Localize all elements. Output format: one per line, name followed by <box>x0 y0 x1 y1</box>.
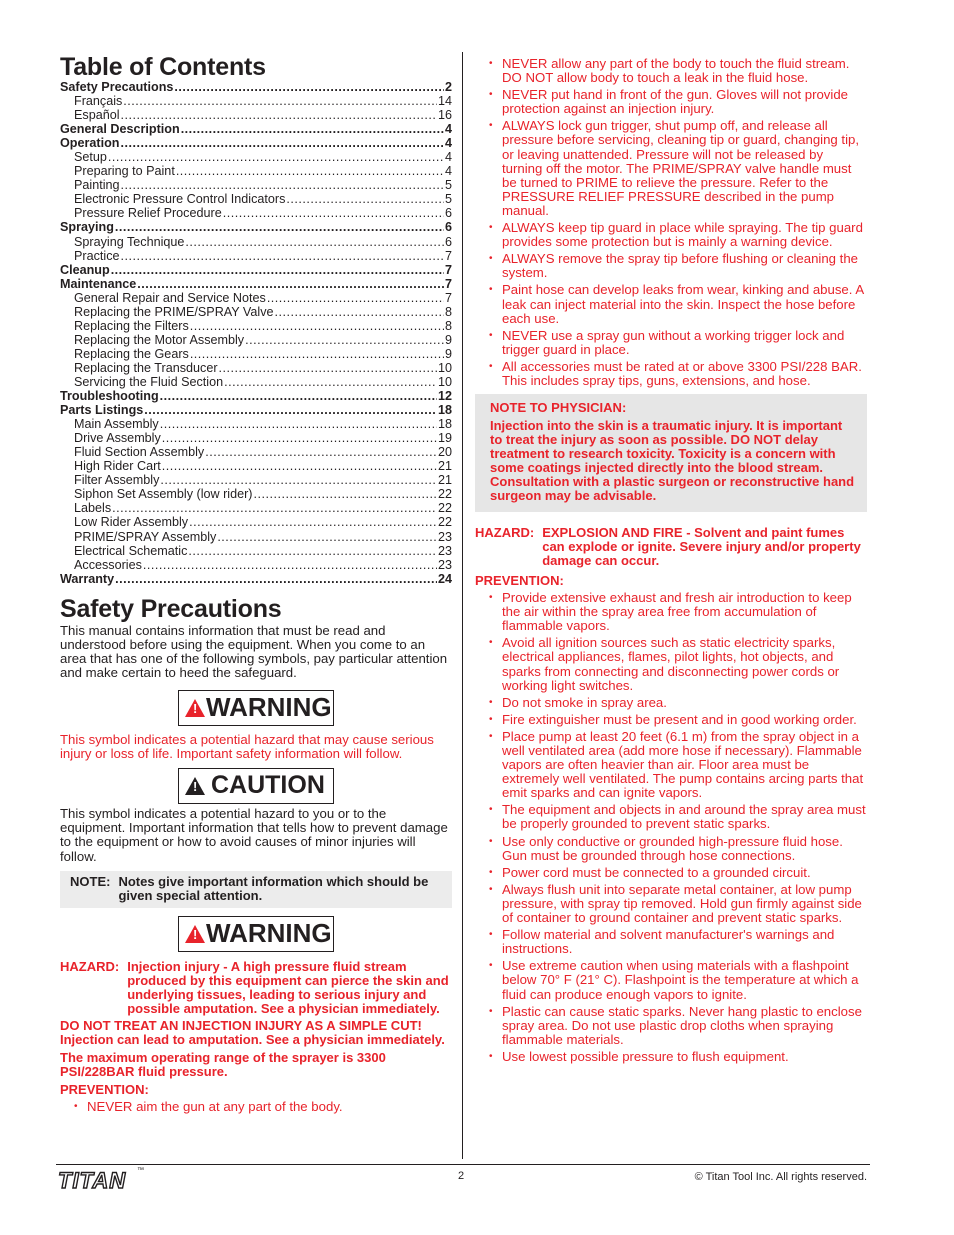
left-column <box>60 52 452 1117</box>
list-item: • Provide extensive exhaust and fresh air introduction to keep the air within the spray area free from accumulation of flammable vapors. <box>475 591 867 633</box>
toc-leader-dots <box>181 122 444 136</box>
toc-leader-dots <box>275 305 444 319</box>
toc-leader-dots <box>217 530 437 544</box>
trademark-symbol: ™ <box>137 1167 144 1174</box>
toc-leader-dots <box>205 445 437 459</box>
toc-leader-dots <box>143 558 437 572</box>
toc-entry-page: 23 <box>437 557 452 572</box>
toc-entry <box>60 122 452 136</box>
toc-entry <box>60 319 452 333</box>
toc-leader-dots <box>121 108 437 122</box>
warning-sign <box>178 690 334 726</box>
toc-entry-page: 7 <box>444 248 452 263</box>
toc-entry <box>60 572 452 586</box>
hazard-label: HAZARD: <box>475 525 535 541</box>
toc-entry <box>60 150 452 164</box>
toc-entry-label: Safety Precautions <box>60 80 174 94</box>
toc-entry-page: 4 <box>444 164 452 179</box>
toc-entry <box>60 277 452 291</box>
toc-entry-label: Replacing the Motor Assembly <box>74 332 245 347</box>
safety-title: Safety Precautions <box>60 594 282 623</box>
toc-entry-page: 10 <box>437 360 452 375</box>
toc-leader-dots <box>121 249 444 263</box>
list-item: • Power cord must be connected to a grounded circuit. <box>475 866 867 880</box>
toc-leader-dots <box>190 347 444 361</box>
toc-entry-page: 9 <box>444 332 452 347</box>
toc-leader-dots <box>121 178 444 192</box>
caution-label: CAUTION <box>211 771 325 800</box>
toc-entry-label: General Description <box>60 122 180 137</box>
column-divider <box>462 52 463 1159</box>
toc-entry-page: 21 <box>437 473 452 488</box>
toc-entry-label: Spraying <box>60 220 114 235</box>
toc-entry-page: 20 <box>437 445 452 460</box>
list-item: • ALWAYS keep tip guard in place while spraying. The tip guard provides some protection but is mainly a warning device. <box>475 221 867 249</box>
toc-entry-label: Accessories <box>74 557 142 572</box>
warning-description: This symbol indicates a potential hazard that may cause serious injury or loss of life. Important safety information will follow. <box>60 731 434 761</box>
prevention-label: PREVENTION: <box>60 1081 149 1097</box>
toc-entry-page: 12 <box>437 389 452 404</box>
toc-entry-page: 4 <box>444 150 452 165</box>
toc-entry-label: Electrical Schematic <box>74 543 188 558</box>
list-item: • Use only conductive or grounded high-pressure fluid hose. Gun must be grounded through hose connections. <box>475 835 867 863</box>
toc-entry <box>60 445 452 459</box>
caution-description: This symbol indicates a potential hazard to you or to the equipment. Important information that tells how to prevent damage to the equipment or how to avoid causes of minor injuries will follow. <box>60 805 448 864</box>
toc-entry <box>60 206 452 220</box>
note-text: Notes give important information which should be given special attention. <box>118 873 429 903</box>
toc-entry <box>60 431 452 445</box>
note-label: NOTE: <box>70 873 111 889</box>
toc-leader-dots <box>144 403 437 417</box>
hazard-text: Injection injury - A high pressure fluid stream produced by this equipment can pierce the skin and underlying tissues, leading to serious injury and possible amputation. See a physician immediately. <box>127 958 449 1016</box>
toc-entry-page: 24 <box>437 571 452 586</box>
right-column <box>475 57 867 1067</box>
toc-leader-dots <box>160 389 437 403</box>
toc-entry-page: 23 <box>437 543 452 558</box>
list-item: • NEVER use a spray gun without a working trigger lock and trigger guard in place. <box>475 329 867 357</box>
toc-entry <box>60 347 452 361</box>
toc-entry <box>60 558 452 572</box>
toc-entry <box>60 544 452 558</box>
toc-leader-dots <box>160 473 437 487</box>
physician-title: NOTE TO PHYSICIAN: <box>490 400 627 416</box>
list-item: • Place pump at least 20 feet (6.1 m) from the spray object in a well ventilated area (add more hose if necessary). Flammable vapors are often heavier than air. Floor area must be extremely well ventilated. The pump contains arcing parts that emit sparks and can ignite vapors. <box>475 730 867 800</box>
toc-entry-label: Spraying Technique <box>74 234 185 249</box>
list-item: • NEVER put hand in front of the gun. Gloves will not provide protection against an injection injury. <box>475 88 867 116</box>
toc-leader-dots <box>188 544 437 558</box>
toc-entry <box>60 515 452 529</box>
toc-entry <box>60 417 452 431</box>
hazard-text: EXPLOSION AND FIRE - Solvent and paint fumes can explode or ignite. Severe injury and/or property damage can occur. <box>542 525 861 569</box>
toc-entry-page: 22 <box>437 515 452 530</box>
toc-leader-dots <box>162 459 437 473</box>
toc-entry-page: 7 <box>444 276 452 291</box>
toc-leader-dots <box>176 164 444 178</box>
prevention-list-fire <box>475 591 867 1064</box>
toc-leader-dots <box>190 319 444 333</box>
list-item: • All accessories must be rated at or above 3300 PSI/228 BAR. This includes spray tips, guns, extensions, and hose. <box>475 360 867 388</box>
warning-sign-2 <box>178 916 334 952</box>
prevention-list-injection <box>475 57 867 388</box>
toc-entry-label: PRIME/SPRAY Assembly <box>74 529 217 544</box>
warning-icon <box>185 699 205 717</box>
toc-entry <box>60 235 452 249</box>
list-item: • NEVER allow any part of the body to touch the fluid stream. DO NOT allow body to touch a leak in the fluid hose. <box>475 57 867 85</box>
list-item: • Paint hose can develop leaks from wear, kinking and abuse. A leak can inject material into the skin. Inspect the hose before each use. <box>475 283 867 325</box>
toc-entry-page: 22 <box>437 501 452 516</box>
toc-entry-page: 7 <box>444 262 452 277</box>
toc-leader-dots <box>223 206 444 220</box>
toc-title: Table of Contents <box>60 53 266 81</box>
list-item: • Plastic can cause static sparks. Never hang plastic to enclose spray area. Do not use plastic drop cloths when spraying flammable materials. <box>475 1005 867 1047</box>
toc-entry-label: Maintenance <box>60 276 137 291</box>
toc-entry <box>60 403 452 417</box>
toc-leader-dots <box>219 361 437 375</box>
simple-cut-warning: DO NOT TREAT AN INJECTION INJURY AS A SIMPLE CUT! Injection can lead to amputation. See a physician immediately. <box>60 1017 445 1047</box>
toc-entry <box>60 389 452 403</box>
toc-leader-dots <box>174 80 444 94</box>
toc-entry <box>60 375 452 389</box>
toc-entry-page: 21 <box>437 459 452 474</box>
hazard-injection <box>60 960 452 1016</box>
toc-leader-dots <box>267 291 444 305</box>
list-item: • The equipment and objects in and around the spray area must be properly grounded to prevent static sparks. <box>475 803 867 831</box>
toc-entry-label: Labels <box>74 501 112 516</box>
max-pressure-note: The maximum operating range of the sprayer is 3300 PSI/228BAR fluid pressure. <box>60 1049 386 1079</box>
toc-leader-dots <box>123 94 437 108</box>
toc-entry <box>60 291 452 305</box>
toc-entry-label: Servicing the Fluid Section <box>74 374 224 389</box>
toc-entry-label: Replacing the Gears <box>74 346 189 361</box>
toc-entry-label: Replacing the Filters <box>74 318 189 333</box>
toc-list <box>60 80 452 586</box>
toc-entry-label: Español <box>74 108 120 123</box>
toc-entry-page: 18 <box>437 403 452 418</box>
toc-entry-page: 6 <box>444 206 452 221</box>
toc-leader-dots <box>108 150 444 164</box>
toc-entry-label: High Rider Cart <box>74 459 161 474</box>
toc-entry-page: 16 <box>437 108 452 123</box>
toc-entry <box>60 501 452 515</box>
toc-leader-dots <box>137 277 444 291</box>
page-number: 2 <box>458 1170 465 1182</box>
toc-entry-label: Drive Assembly <box>74 431 161 446</box>
caution-sign <box>178 768 334 804</box>
toc-leader-dots <box>189 515 437 529</box>
toc-entry <box>60 136 452 150</box>
toc-leader-dots <box>115 220 444 234</box>
toc-entry-label: Pressure Relief Procedure <box>74 206 222 221</box>
toc-entry-page: 2 <box>444 80 452 94</box>
toc-entry-label: Cleanup <box>60 262 110 277</box>
toc-leader-dots <box>115 572 437 586</box>
toc-leader-dots <box>253 487 437 501</box>
toc-entry-label: Filter Assembly <box>74 473 160 488</box>
toc-entry-label: Replacing the PRIME/SPRAY Valve <box>74 304 274 319</box>
toc-entry-page: 9 <box>444 346 452 361</box>
toc-entry-page: 4 <box>444 136 452 151</box>
toc-leader-dots <box>286 192 444 206</box>
toc-entry-page: 10 <box>437 374 452 389</box>
toc-entry <box>60 530 452 544</box>
toc-entry-label: Low Rider Assembly <box>74 515 189 530</box>
toc-entry <box>60 80 452 94</box>
toc-entry-page: 5 <box>444 192 452 207</box>
toc-entry <box>60 108 452 122</box>
toc-entry-page: 8 <box>444 304 452 319</box>
toc-entry <box>60 333 452 347</box>
toc-entry-page: 6 <box>444 220 452 235</box>
toc-leader-dots <box>120 136 444 150</box>
toc-leader-dots <box>160 417 437 431</box>
caution-icon <box>185 777 205 795</box>
toc-entry-label: Siphon Set Assembly (low rider) <box>74 487 253 502</box>
toc-leader-dots <box>245 333 444 347</box>
toc-entry-label: Preparing to Paint <box>74 164 175 179</box>
toc-entry-page: 6 <box>444 234 452 249</box>
toc-entry <box>60 459 452 473</box>
toc-entry-label: Français <box>74 94 123 109</box>
toc-entry <box>60 192 452 206</box>
toc-entry <box>60 220 452 234</box>
toc-entry-page: 19 <box>437 431 452 446</box>
warning-label: WARNING <box>206 692 332 722</box>
note-box <box>60 871 452 908</box>
list-item: • NEVER aim the gun at any part of the body. <box>60 1100 452 1114</box>
toc-entry <box>60 94 452 108</box>
toc-entry-label: Troubleshooting <box>60 389 159 404</box>
toc-entry-label: General Repair and Service Notes <box>74 290 266 305</box>
toc-leader-dots <box>162 431 437 445</box>
toc-entry-page: 18 <box>437 417 452 432</box>
list-item: • Use lowest possible pressure to flush equipment. <box>475 1050 867 1064</box>
list-item: • Avoid all ignition sources such as static electricity sparks, electrical appliances, flames, pilot lights, hot objects, and sparks from connecting and disconnecting power cords or working light switches. <box>475 636 867 692</box>
titan-logo: TITAN <box>58 1168 127 1193</box>
hazard-label: HAZARD: <box>60 958 120 974</box>
note-to-physician-box <box>475 394 867 512</box>
toc-entry <box>60 164 452 178</box>
list-item: • ALWAYS remove the spray tip before flushing or cleaning the system. <box>475 252 867 280</box>
list-item: • Always flush unit into separate metal container, at low pump pressure, with spray tip removed. Hold gun firmly against side of container to ground container and prevent static sparks. <box>475 883 867 925</box>
toc-entry-page: 4 <box>444 122 452 137</box>
prevention-list-left <box>60 1100 452 1114</box>
toc-entry-label: Parts Listings <box>60 403 144 418</box>
toc-leader-dots <box>185 235 444 249</box>
safety-intro: This manual contains information that must be read and understood before using the equipment. When you come to an area that has one of the following symbols, pay particular attention and make certain to heed the safeguard. <box>60 622 448 681</box>
toc-entry-label: Electronic Pressure Control Indicators <box>74 192 286 207</box>
toc-entry-page: 8 <box>444 318 452 333</box>
toc-entry-label: Practice <box>74 248 120 263</box>
warning-icon <box>185 925 205 943</box>
toc-entry-label: Painting <box>74 178 120 193</box>
list-item: • Follow material and solvent manufacturer's warnings and instructions. <box>475 928 867 956</box>
toc-entry <box>60 361 452 375</box>
toc-leader-dots <box>224 375 437 389</box>
list-item: • Use extreme caution when using materials with a flashpoint below 70° F (21° C). Flashpoint is the temperature at which a fluid can produce enough vapors to ignite. <box>475 959 867 1001</box>
toc-entry <box>60 487 452 501</box>
toc-entry <box>60 249 452 263</box>
toc-entry-label: Fluid Section Assembly <box>74 445 205 460</box>
toc-leader-dots <box>112 501 437 515</box>
toc-entry <box>60 305 452 319</box>
toc-entry <box>60 473 452 487</box>
toc-entry-label: Setup <box>74 150 107 165</box>
footer-rule <box>56 1164 870 1165</box>
list-item: • Do not smoke in spray area. <box>475 696 867 710</box>
toc-entry <box>60 263 452 277</box>
toc-entry-page: 23 <box>437 529 452 544</box>
toc-entry-page: 5 <box>444 178 452 193</box>
toc-entry-label: Warranty <box>60 571 115 586</box>
list-item: • ALWAYS lock gun trigger, shut pump off, and release all pressure before servicing, cleaning tip or guard, changing tip, or leaving unattended. Pressure will not be released by turning off the motor. The PRIME/SPRAY valve handle must be turned to PRIME to relieve the pressure. Refer to the PRESSURE RELIEF PRESSURE described in the pump manual. <box>475 119 867 218</box>
toc-entry-label: Main Assembly <box>74 417 159 432</box>
toc-entry-page: 7 <box>444 290 452 305</box>
warning-label-2: WARNING <box>206 918 332 949</box>
toc-entry-label: Operation <box>60 136 120 151</box>
list-item: • Fire extinguisher must be present and in good working order. <box>475 713 867 727</box>
physician-text: Injection into the skin is a traumatic injury. It is important to treat the injury as soon as possible. DO NOT delay treatment to research toxicity. Toxicity is a concern with some coatings injected directly into the blood stream. Consultation with a plastic surgeon or reconstructive hand surgeon may be advisable. <box>490 418 855 504</box>
toc-entry-page: 14 <box>437 94 452 109</box>
hazard-explosion <box>475 526 867 568</box>
prevention-label-2: PREVENTION: <box>475 573 564 589</box>
toc-entry-page: 22 <box>437 487 452 502</box>
toc-leader-dots <box>111 263 444 277</box>
toc-entry-label: Replacing the Transducer <box>74 360 218 375</box>
copyright-notice: © Titan Tool Inc. All rights reserved. <box>694 1171 867 1183</box>
toc-entry <box>60 178 452 192</box>
